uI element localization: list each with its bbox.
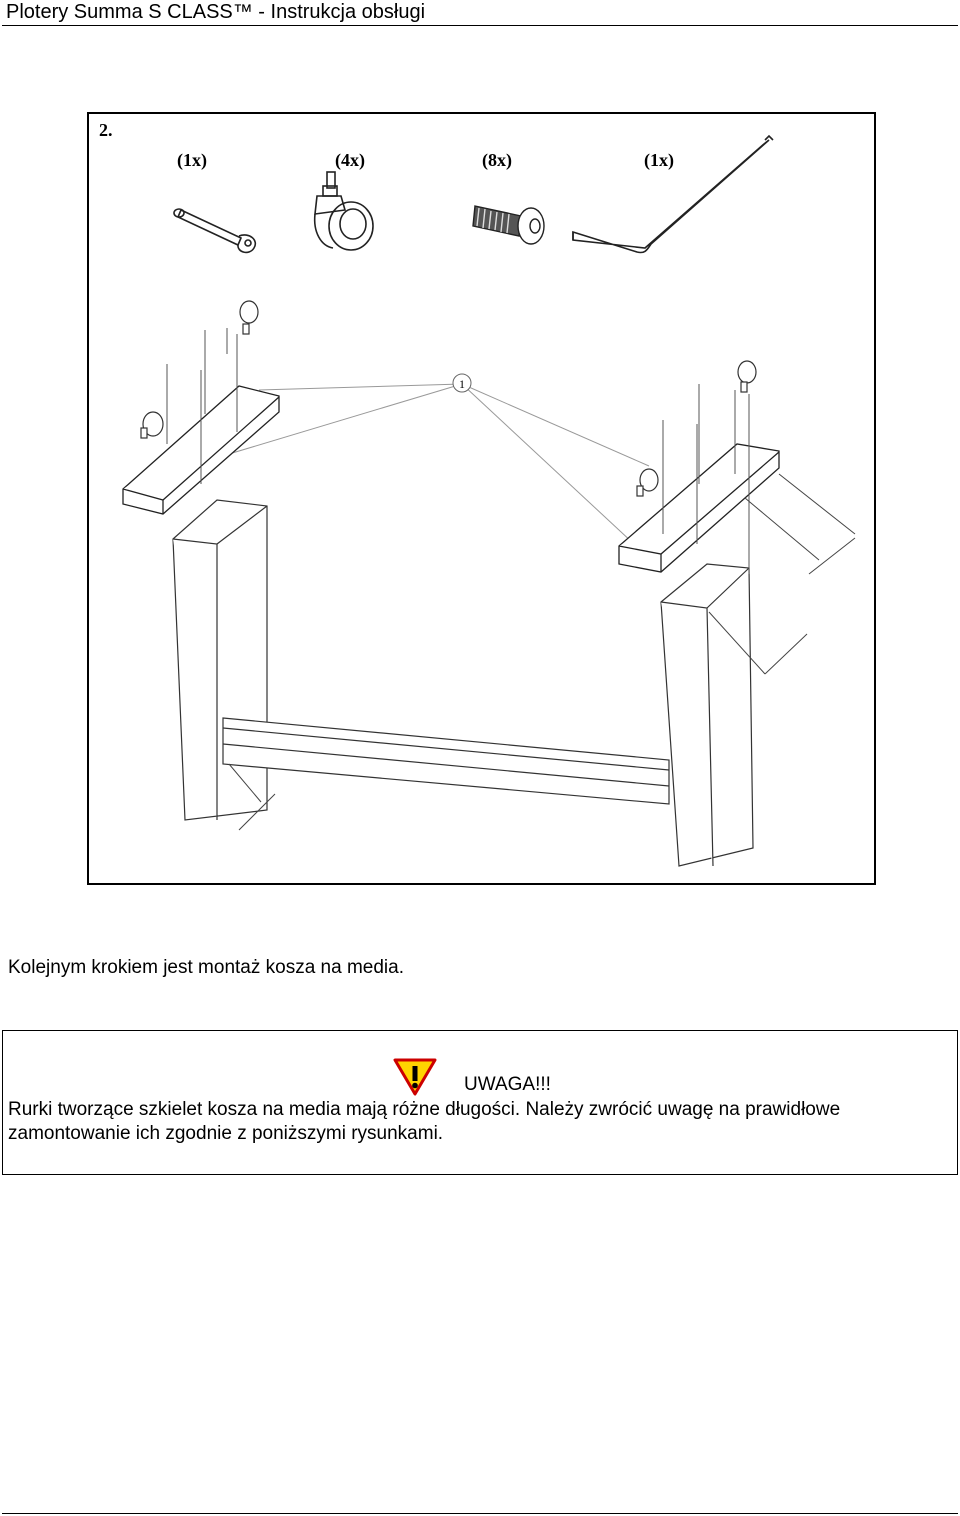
left-caster <box>141 412 163 438</box>
warning-title: UWAGA!!! <box>464 1074 551 1095</box>
bolt-icon <box>473 206 544 244</box>
step-label: 2. <box>99 120 113 140</box>
left-top-caster <box>240 301 258 334</box>
right-leg-front <box>661 564 753 866</box>
part-qty-bolt: (8x) <box>482 150 512 170</box>
part-qty-hexkey: (1x) <box>644 150 674 170</box>
assembly-figure <box>87 112 876 885</box>
right-top-caster <box>738 361 756 392</box>
warning-icon <box>393 1058 437 1096</box>
header-divider <box>2 25 958 26</box>
page-title: Plotery Summa S CLASS™ - Instrukcja obsługi <box>6 1 426 23</box>
warning-text <box>8 1098 958 1146</box>
part-qty-wrench: (1x) <box>177 150 207 170</box>
page-header <box>0 0 960 26</box>
warning-line-1: Rurki tworzące szkielet kosza na media mają różne długości. Należy zwrócić uwagę na prawidłowe <box>8 1099 841 1120</box>
part-qty-caster: (4x) <box>335 150 365 170</box>
caster-wheel-icon <box>315 172 373 250</box>
footer-divider <box>2 1513 958 1514</box>
crossbar <box>223 718 669 804</box>
warning-line-2: zamontowanie ich zgodnie z poniższymi rysunkami. <box>8 1123 444 1144</box>
right-caster <box>637 469 658 496</box>
intro-text: Kolejnym krokiem jest montaż kosza na media. <box>8 957 404 978</box>
wrench-icon <box>174 209 255 252</box>
callout-number: 1 <box>459 377 465 391</box>
warning-box <box>2 1030 958 1175</box>
left-leg-front <box>173 500 267 820</box>
